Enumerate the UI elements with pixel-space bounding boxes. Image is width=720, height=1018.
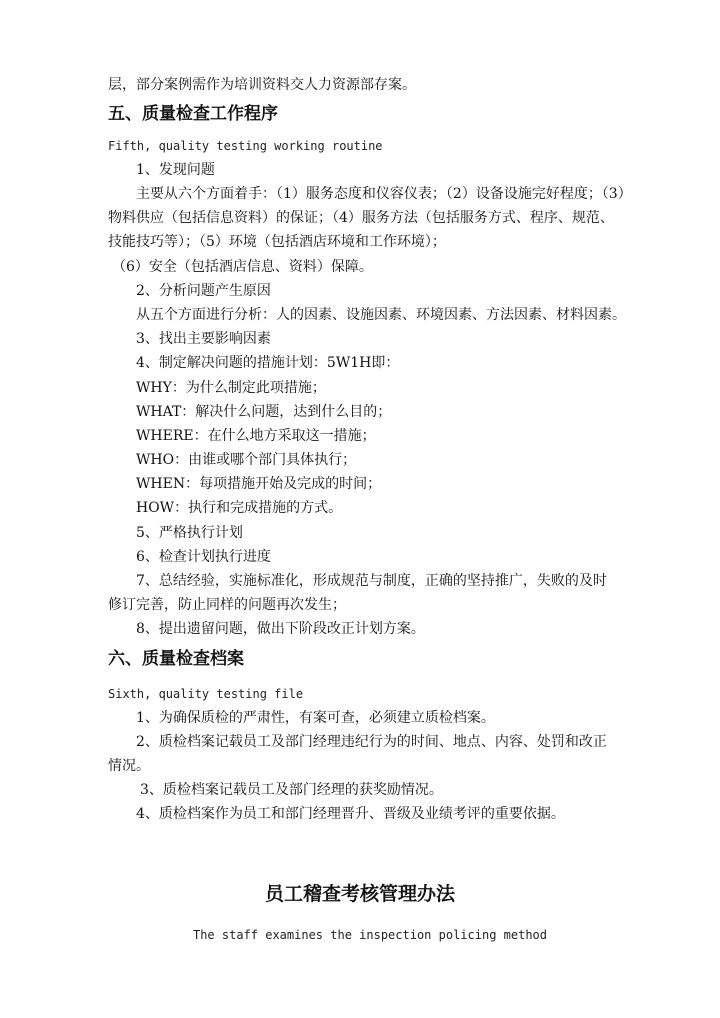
paragraph-line: 物料供应（包括信息资料）的保证；（4）服务方法（包括服务方式、程序、规范、 [108, 210, 614, 226]
5w1h-where: WHERE：在什么地方采取这一措施； [136, 428, 376, 444]
list-item: 8、提出遗留问题，做出下阶段改正计划方案。 [136, 621, 425, 637]
paragraph-line: 技能技巧等）；（5）环境（包括酒店环境和工作环境）； [108, 234, 446, 250]
paragraph-line: 2、质检档案记载员工及部门经理违纪行为的时间、地点、内容、处罚和改正 [136, 734, 607, 750]
list-item: 3、质检档案记载员工及部门经理的获奖励情况。 [140, 782, 443, 798]
paragraph-line: 7、总结经验，实施标准化，形成规范与制度，正确的坚持推广，失败的及时 [136, 573, 607, 589]
paragraph-line: 层，部分案例需作为培训资料交人力资源部存案。 [108, 77, 416, 93]
list-item: 3、找出主要影响因素 [136, 331, 271, 347]
paragraph-line: 修订完善，防止同样的问题再次发生； [108, 597, 346, 613]
list-item: 4、制定解决问题的措施计划：5W1H即： [136, 355, 400, 371]
section-heading-6: 六、质量检查档案 [108, 649, 244, 669]
section-heading-6-english: Sixth, quality testing file [108, 687, 304, 701]
5w1h-who: WHO：由谁或哪个部门具体执行； [136, 452, 357, 468]
5w1h-why: WHY：为什么制定此项措施； [136, 380, 326, 396]
paragraph-line: （6）安全（包括酒店信息、资料）保障。 [112, 259, 373, 275]
list-item: 4、质检档案作为员工和部门经理晋升、晋级及业绩考评的重要依据。 [136, 806, 565, 822]
5w1h-when: WHEN：每项措施开始及完成的时间； [136, 476, 382, 492]
document-title-english: The staff examines the inspection policing method [192, 928, 547, 942]
paragraph-line: 从五个方面进行分析：人的因素、设施因素、环境因素、方法因素、材料因素。 [136, 307, 626, 323]
document-title: 员工稽查考核管理办法 [264, 883, 455, 905]
list-item: 6、检查计划执行进度 [136, 549, 271, 565]
paragraph-line: 情况。 [108, 758, 150, 774]
paragraph-line: 主要从六个方面着手：（1）服务态度和仪容仪表；（2）设备设施完好程度；（3） [136, 186, 632, 202]
list-item: 5、严格执行计划 [136, 525, 243, 541]
5w1h-how: HOW：执行和完成措施的方式。 [136, 500, 343, 516]
list-item: 2、分析问题产生原因 [136, 283, 271, 299]
section-heading-5: 五、质量检查工作程序 [108, 104, 278, 124]
list-item: 1、为确保质检的严肃性，有案可查，必须建立质检档案。 [136, 710, 495, 726]
5w1h-what: WHAT：解决什么问题，达到什么目的； [136, 404, 392, 420]
list-item: 1、发现问题 [136, 162, 215, 178]
section-heading-5-english: Fifth, quality testing working routine [108, 139, 383, 153]
